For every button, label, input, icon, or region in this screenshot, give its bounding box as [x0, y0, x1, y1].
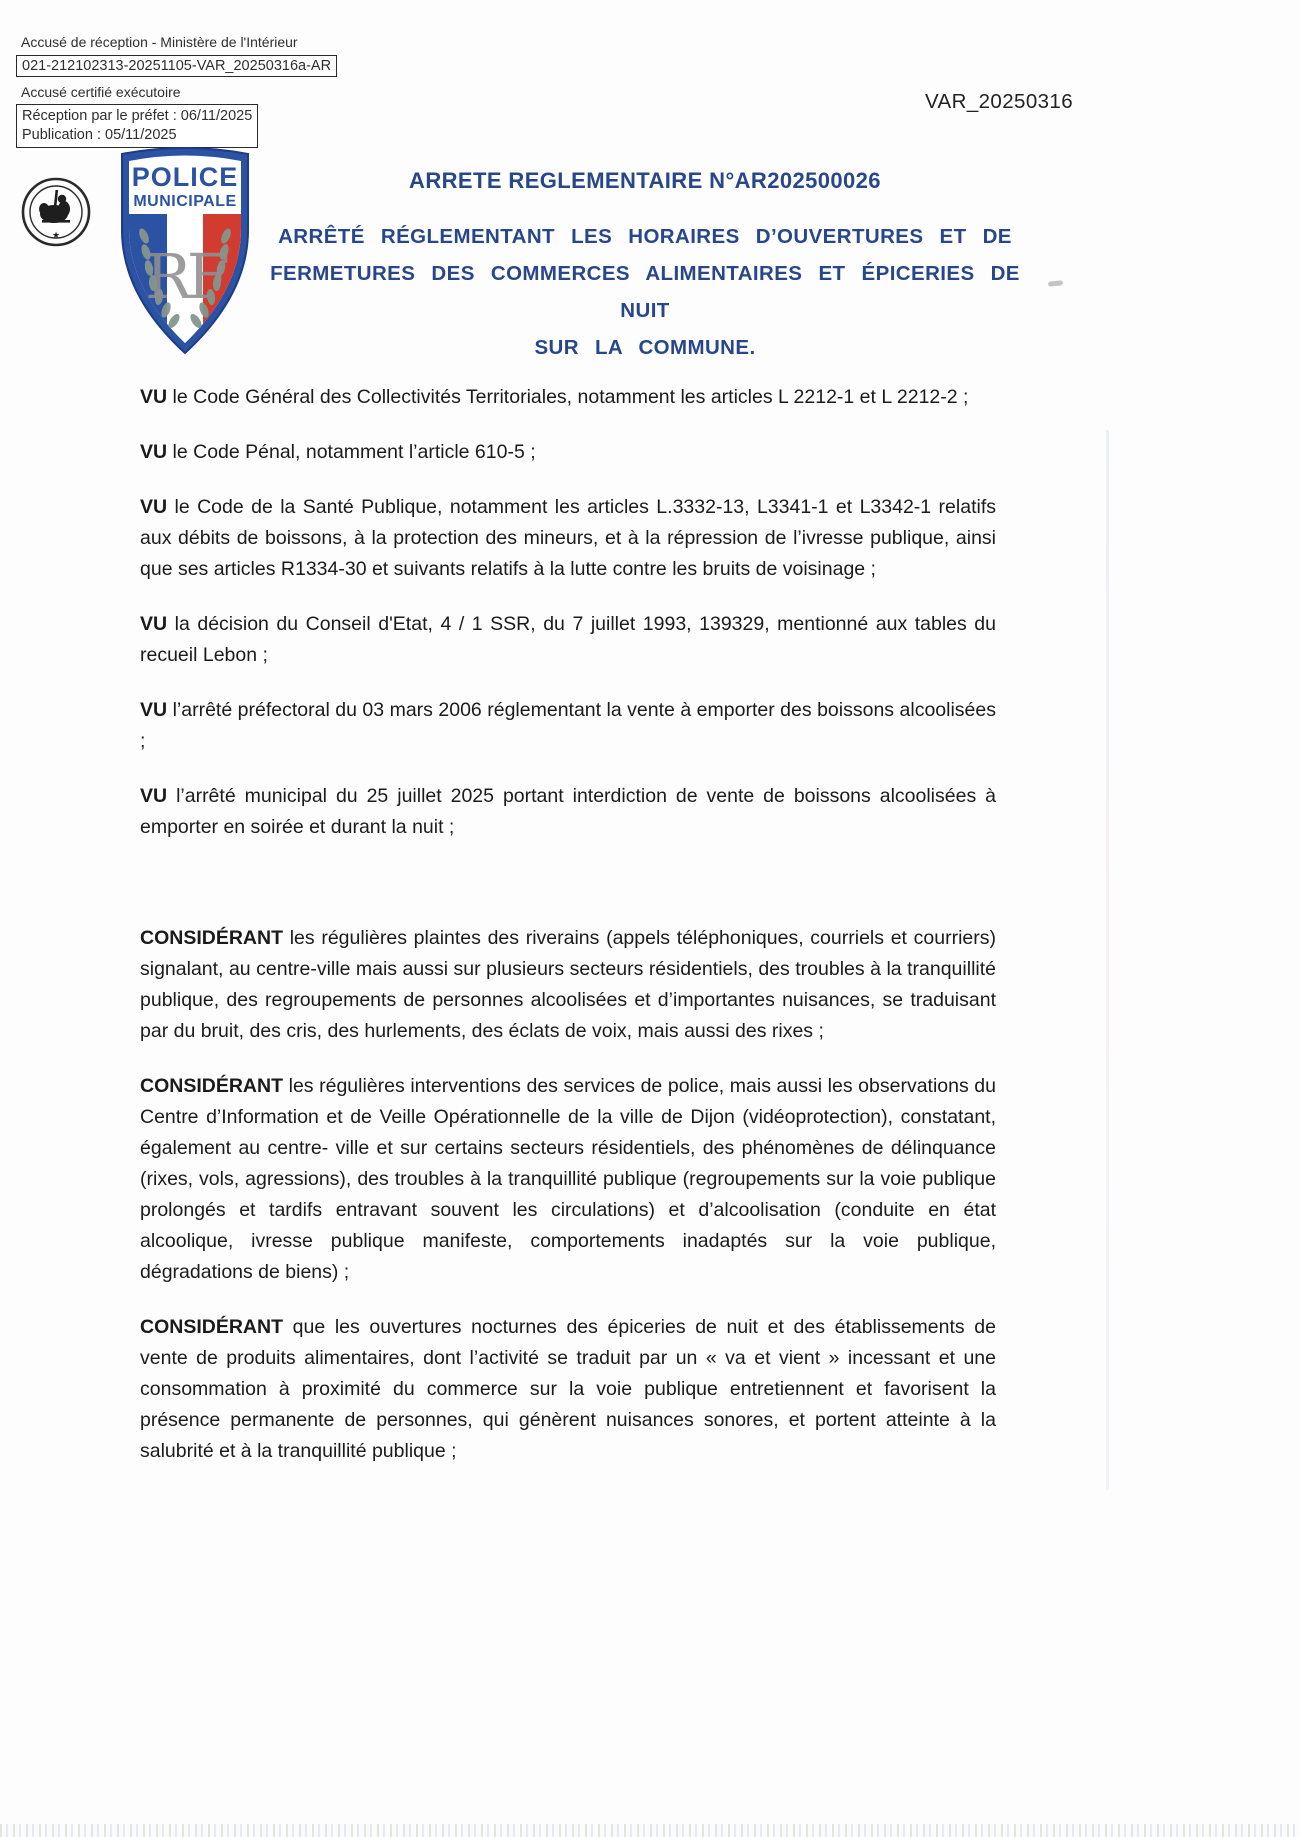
- subtitle-line-1: ARRÊTÉ RÉGLEMENTANT LES HORAIRES D’OUVERTURES ET DE: [278, 225, 1012, 248]
- scan-smudge-artifact: [1048, 280, 1063, 287]
- accuse-certifie-line: Accusé certifié exécutoire: [21, 84, 181, 100]
- document-code: VAR_20250316: [925, 90, 1074, 113]
- vu-keyword: VU: [140, 496, 168, 518]
- considerant-keyword: CONSIDÉRANT: [140, 1316, 284, 1338]
- rf-monogram: RF: [145, 240, 225, 313]
- vu-paragraph: [140, 695, 996, 757]
- publication-date: Publication : 05/11/2025: [22, 127, 177, 143]
- vu-paragraph: [140, 781, 996, 843]
- municipal-seal-icon: [18, 176, 94, 250]
- paragraph-text: la décision du Conseil d'Etat, 4 / 1 SSR, du 7 juillet 1993, 139329, mentionné aux tables du recueil Lebon ;: [140, 613, 996, 666]
- paragraph-text: les régulières plaintes des riverains (appels téléphoniques, courriels et courriers) signalant, au centre-ville mais aussi sur plusieurs secteurs résidentiels, des troubles à la tranquillité publique, des regroupements de personnes alcoolisées et d’importantes nuisances, se traduisant par du bruit, des cris, des hurlements, des éclats de voix, mais aussi des rixes ;: [140, 927, 996, 1042]
- scan-bottom-edge-noise: [0, 1824, 1300, 1837]
- police-municipale-badge-icon: [116, 140, 254, 360]
- subtitle-line-2: FERMETURES DES COMMERCES ALIMENTAIRES ET ÉPICERIES DE NUIT: [270, 262, 1020, 322]
- vu-keyword: VU: [140, 699, 168, 721]
- vu-keyword: VU: [140, 613, 168, 635]
- vu-paragraph: [140, 382, 996, 413]
- vu-keyword: VU: [140, 441, 168, 463]
- considerant-keyword: CONSIDÉRANT: [140, 927, 284, 949]
- paragraph-text: le Code Général des Collectivités Territoriales, notamment les articles L 2212-1 et L 2212-2 ;: [172, 386, 969, 408]
- seal-emblem: [39, 190, 70, 223]
- paragraph-text: l’arrêté préfectoral du 03 mars 2006 réglementant la vente à emporter des boissons alcoolisées ;: [140, 699, 996, 752]
- prefecture-reference-box: 021-212102313-20251105-VAR_20250316a-AR: [16, 55, 337, 77]
- considerant-paragraph: [140, 1312, 996, 1467]
- arrete-body: [140, 382, 996, 1491]
- vu-paragraph: [140, 492, 996, 585]
- considerant-paragraph: [140, 1071, 996, 1288]
- paragraph-text: le Code Pénal, notamment l’article 610-5 ;: [172, 441, 536, 463]
- scan-edge-streak: [1106, 430, 1109, 1490]
- accuse-reception-line: Accusé de réception - Ministère de l'Intérieur: [21, 34, 298, 50]
- paragraph-text: le Code de la Santé Publique, notamment les articles L.3332-13, L3341-1 et L3342-1 relatifs aux débits de boissons, à la protection des mineurs, et à la répression de l’ivresse publique, ainsi que ses articles R1334-30 et suivants relatifs à la lutte contre les bruits de voisinage ;: [140, 496, 996, 580]
- paragraph-text: que les ouvertures nocturnes des épiceries de nuit et des établissements de vente de produits alimentaires, dont l’activité se traduit par un « va et vient » incessant et une consommation à proximité du commerce sur la voie publique entretiennent et favorisent la présence permanente de personnes, qui génèrent nuisances sonores, et portent atteinte à la salubrité et à la tranquillité publique ;: [140, 1316, 996, 1462]
- prefect-reception-date: Réception par le préfet : 06/11/2025: [22, 108, 253, 124]
- vu-keyword: VU: [140, 785, 168, 807]
- considerant-paragraph: [140, 923, 996, 1047]
- arrete-subtitle: [250, 218, 1040, 366]
- vu-paragraph: [140, 437, 996, 468]
- paragraph-text: l’arrêté municipal du 25 juillet 2025 portant interdiction de vente de boissons alcoolisées à emporter en soirée et durant la nuit ;: [140, 785, 996, 838]
- badge-word-police: POLICE: [131, 162, 239, 192]
- vu-paragraph: [140, 609, 996, 671]
- vu-keyword: VU: [140, 386, 168, 408]
- subtitle-line-3: SUR LA COMMUNE.: [534, 336, 756, 359]
- paragraph-text: les régulières interventions des services de police, mais aussi les observations du Centre d’Information et de Veille Opérationnelle de la ville de Dijon (vidéoprotection), constatant, également au centre- ville et sur certains secteurs résidentiels, des phénomènes de délinquance (rixes, vols, agressions), des troubles à la tranquillité publique (regroupements sur la voie publique prolongés et tardifs entravant souvent les circulations) et d’alcoolisation (conduite en état alcoolique, ivresse publique manifeste, comportements inadaptés sur la voie publique, dégradations de biens) ;: [140, 1075, 996, 1283]
- badge-word-municipale: MUNICIPALE: [133, 193, 237, 210]
- arrete-number-title: ARRETE REGLEMENTAIRE N°AR202500026: [409, 168, 881, 193]
- considerant-keyword: CONSIDÉRANT: [140, 1075, 284, 1097]
- title-block: [250, 168, 1040, 366]
- seal-star: ★: [51, 230, 61, 240]
